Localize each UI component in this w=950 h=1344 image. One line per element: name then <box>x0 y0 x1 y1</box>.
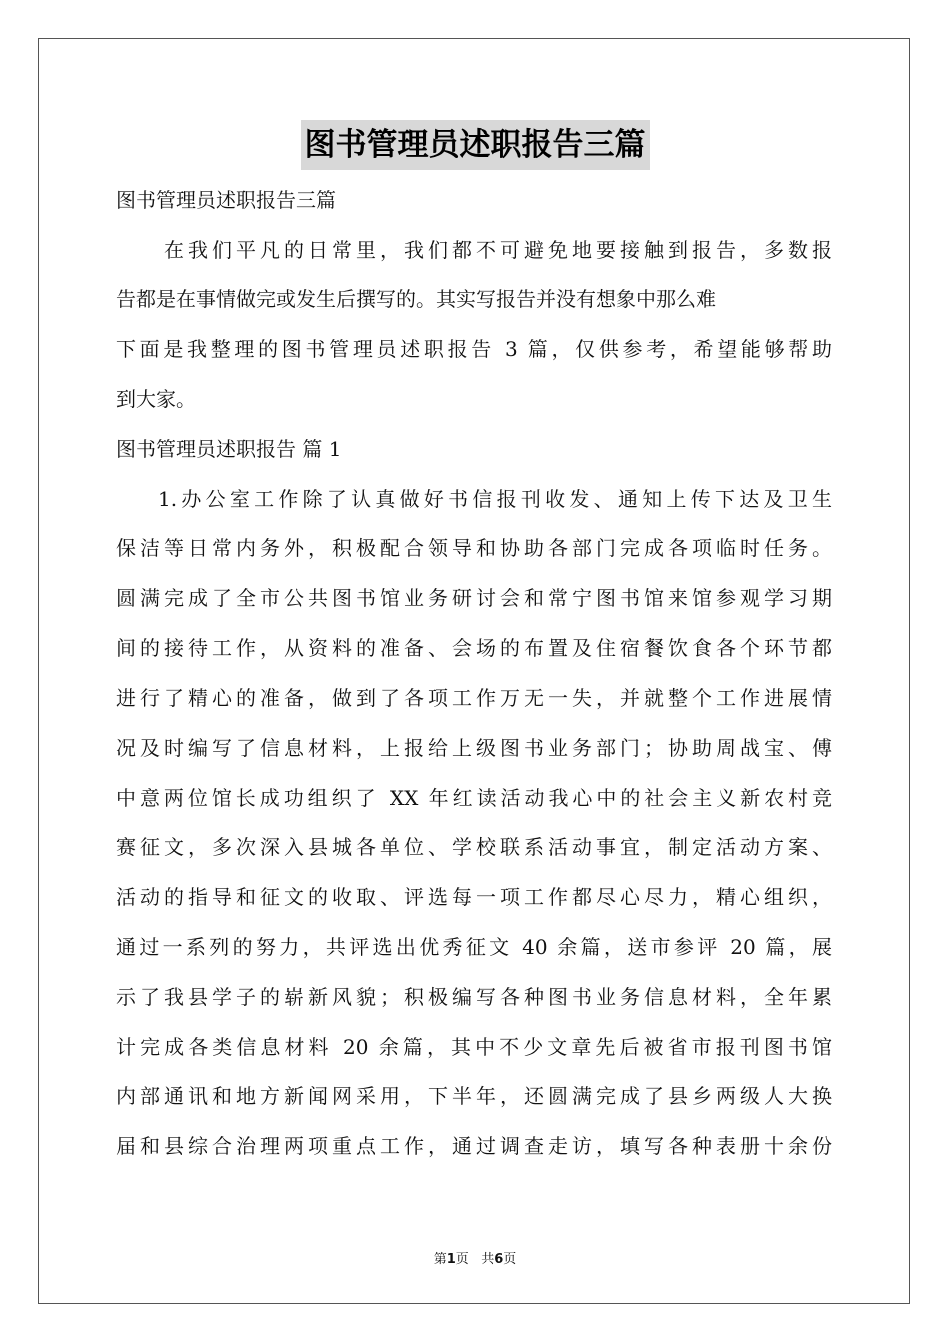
intro-line-4: 到大家。 <box>116 387 196 411</box>
body-line-10: 通过一系列的努力，共评选出优秀征文 40 余篇，送市参评 20 篇，展 <box>116 935 832 959</box>
footer-page-current: 1 <box>446 1252 456 1267</box>
page-border <box>38 38 910 1304</box>
page-footer <box>0 1248 950 1267</box>
body-line-2: 保洁等日常内务外，积极配合领导和协助各部门完成各项临时任务。 <box>116 536 832 560</box>
body-line-9: 活动的指导和征文的收取、评选每一项工作都尽心尽力，精心组织， <box>116 885 832 909</box>
title-container <box>0 120 950 170</box>
body-line-11: 示了我县学子的崭新风貌；积极编写各种图书业务信息材料，全年累 <box>116 985 832 1009</box>
intro-line-2: 告都是在事情做完或发生后撰写的。其实写报告并没有想象中那么难 <box>116 287 716 311</box>
body-line-14: 届和县综合治理两项重点工作，通过调查走访，填写各种表册十余份 <box>116 1134 832 1158</box>
body-line-12: 计完成各类信息材料 20 余篇，其中不少文章先后被省市报刊图书馆 <box>116 1035 832 1059</box>
body-line-8: 赛征文，多次深入县城各单位、学校联系活动事宜，制定活动方案、 <box>116 835 832 859</box>
body-line-5: 进行了精心的准备，做到了各项工作万无一失，并就整个工作进展情 <box>116 686 832 710</box>
footer-mid: 页 共 <box>455 1252 495 1267</box>
intro-line-1: 在我们平凡的日常里，我们都不可避免地要接触到报告，多数报 <box>164 238 832 262</box>
document-title: 图书管理员述职报告三篇 <box>301 120 650 170</box>
footer-prefix: 第 <box>433 1252 447 1267</box>
intro-line-3: 下面是我整理的图书管理员述职报告 3 篇，仅供参考，希望能够帮助 <box>116 337 832 361</box>
body-line-7: 中意两位馆长成功组织了 XX 年红读活动我心中的社会主义新农村竞 <box>116 786 832 810</box>
body-line-6: 况及时编写了信息材料，上报给上级图书业务部门；协助周战宝、傅 <box>116 736 832 760</box>
body-line-13: 内部通讯和地方新闻网采用，下半年，还圆满完成了县乡两级人大换 <box>116 1084 832 1108</box>
body-line-3: 圆满完成了全市公共图书馆业务研讨会和常宁图书馆来馆参观学习期 <box>116 586 832 610</box>
footer-page-total: 6 <box>494 1252 504 1267</box>
body-line-1: 1.办公室工作除了认真做好书信报刊收发、通知上传下达及卫生 <box>158 487 832 511</box>
footer-suffix: 页 <box>503 1252 517 1267</box>
section-heading: 图书管理员述职报告 篇 1 <box>116 437 342 461</box>
body-line-4: 间的接待工作，从资料的准备、会场的布置及住宿餐饮食各个环节都 <box>116 636 832 660</box>
subtitle-line: 图书管理员述职报告三篇 <box>116 188 336 212</box>
